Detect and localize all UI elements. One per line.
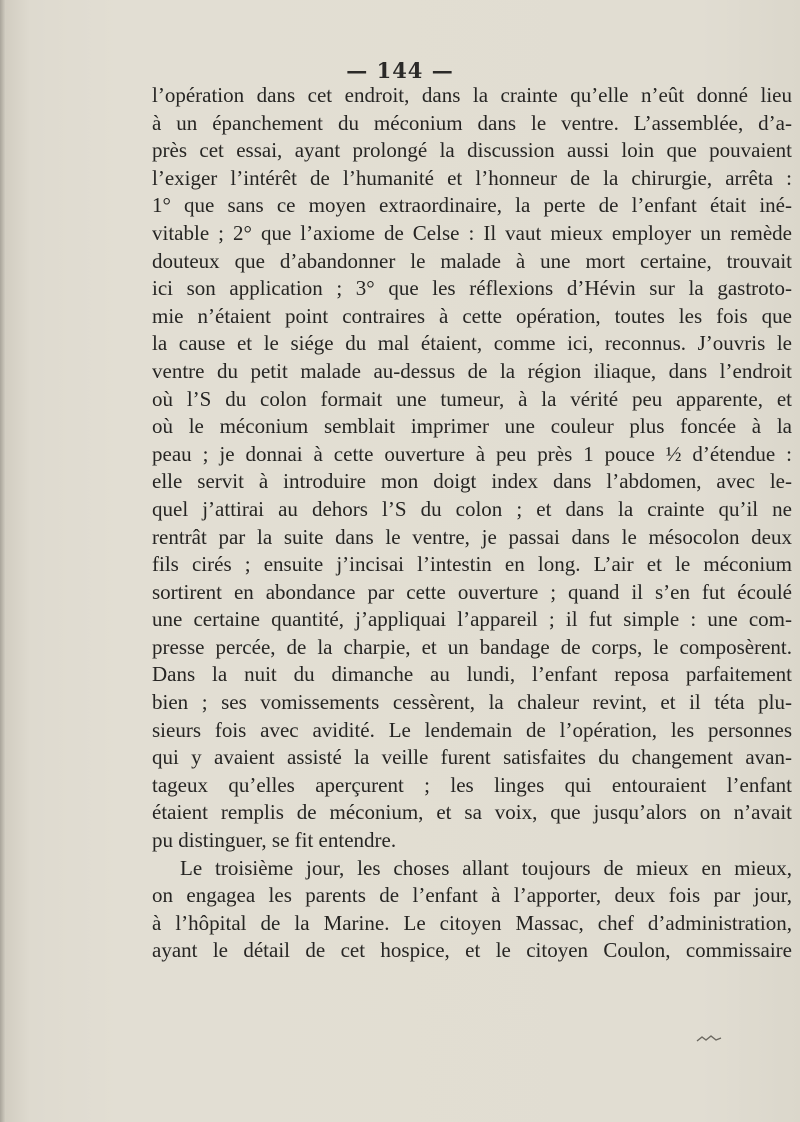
text-line: l’opération dans cet endroit, dans la crainte qu’elle n’eût donné lieu — [152, 83, 792, 107]
page-edge-shadow — [0, 0, 6, 1122]
text-line: presse percée, de la charpie, et un bandage de corps, le composèrent. — [152, 634, 792, 659]
text-line: rentrât par la suite dans le ventre, je passai dans le mésocolon deux — [152, 524, 792, 549]
text-line: fils cirés ; ensuite j’incisai l’intestin en long. L’air et le méconium — [152, 552, 792, 577]
body-text — [152, 82, 792, 965]
text-line: peau ; je donnai à cette ouverture à peu près 1 pouce ½ d’étendue : — [152, 441, 792, 466]
text-line: où le méconium semblait imprimer une couleur plus foncée à la — [152, 414, 792, 439]
text-line: étaient remplis de méconium, et sa voix, que jusqu’alors on n’avait — [152, 800, 792, 825]
text-line: sieurs fois avec avidité. Le lendemain de l’opération, les personnes — [152, 717, 792, 742]
text-line: où l’S du colon formait une tumeur, à la vérité peu apparente, et — [152, 386, 792, 411]
text-line: mie n’étaient point contraires à cette opération, toutes les fois que — [152, 303, 792, 328]
text-line: Le troisième jour, les choses allant toujours de mieux en mieux, — [180, 855, 792, 880]
text-line: bien ; ses vomissements cessèrent, la chaleur revint, et il téta plu- — [152, 690, 792, 715]
text-line: pu distinguer, se fit entendre. — [152, 828, 397, 853]
text-line: 1° que sans ce moyen extraordinaire, la perte de l’enfant était iné- — [152, 193, 792, 218]
text-line: sortirent en abondance par cette ouverture ; quand il s’en fut écoulé — [152, 579, 792, 604]
text-line: douteux que d’abandonner le malade à une mort certaine, trouvait — [152, 248, 792, 273]
text-line: à un épanchement du méconium dans le ventre. L’assemblée, d’a- — [152, 110, 792, 135]
text-line: qui y avaient assisté la veille furent satisfaites du changement avan- — [152, 745, 792, 770]
text-line: l’exiger l’intérêt de l’humanité et l’honneur de la chirurgie, arrêta : — [152, 165, 792, 190]
text-line: elle servit à introduire mon doigt index dans l’abdomen, avec le- — [152, 469, 792, 494]
text-line: près cet essai, ayant prolongé la discussion aussi loin que pouvaient — [152, 138, 792, 163]
library-stamp-mark — [696, 1034, 722, 1044]
text-line: à l’hôpital de la Marine. Le citoyen Massac, chef d’administration, — [152, 910, 792, 935]
text-line: tageux qu’elles aperçurent ; les linges qui entouraient l’enfant — [152, 772, 792, 797]
text-line: quel j’attirai au dehors l’S du colon ; et dans la crainte qu’il ne — [152, 496, 792, 521]
text-line: la cause et le siége du mal étaient, comme ici, reconnus. J’ouvris le — [152, 331, 792, 356]
text-line: une certaine quantité, j’appliquai l’appareil ; il fut simple : une com- — [152, 607, 792, 632]
page-number: — 144 — — [346, 58, 454, 83]
text-line: ayant le détail de cet hospice, et le citoyen Coulon, commissaire — [152, 938, 792, 963]
text-line: ventre du petit malade au-dessus de la région iliaque, dans l’endroit — [152, 358, 792, 383]
text-line: on engagea les parents de l’enfant à l’apporter, deux fois par jour, — [152, 883, 792, 908]
text-line: ici son application ; 3° que les réflexions d’Hévin sur la gastroto- — [152, 276, 792, 301]
text-line: vitable ; 2° que l’axiome de Celse : Il vaut mieux employer un remède — [152, 220, 792, 245]
text-line: Dans la nuit du dimanche au lundi, l’enfant reposa parfaitement — [152, 662, 792, 687]
